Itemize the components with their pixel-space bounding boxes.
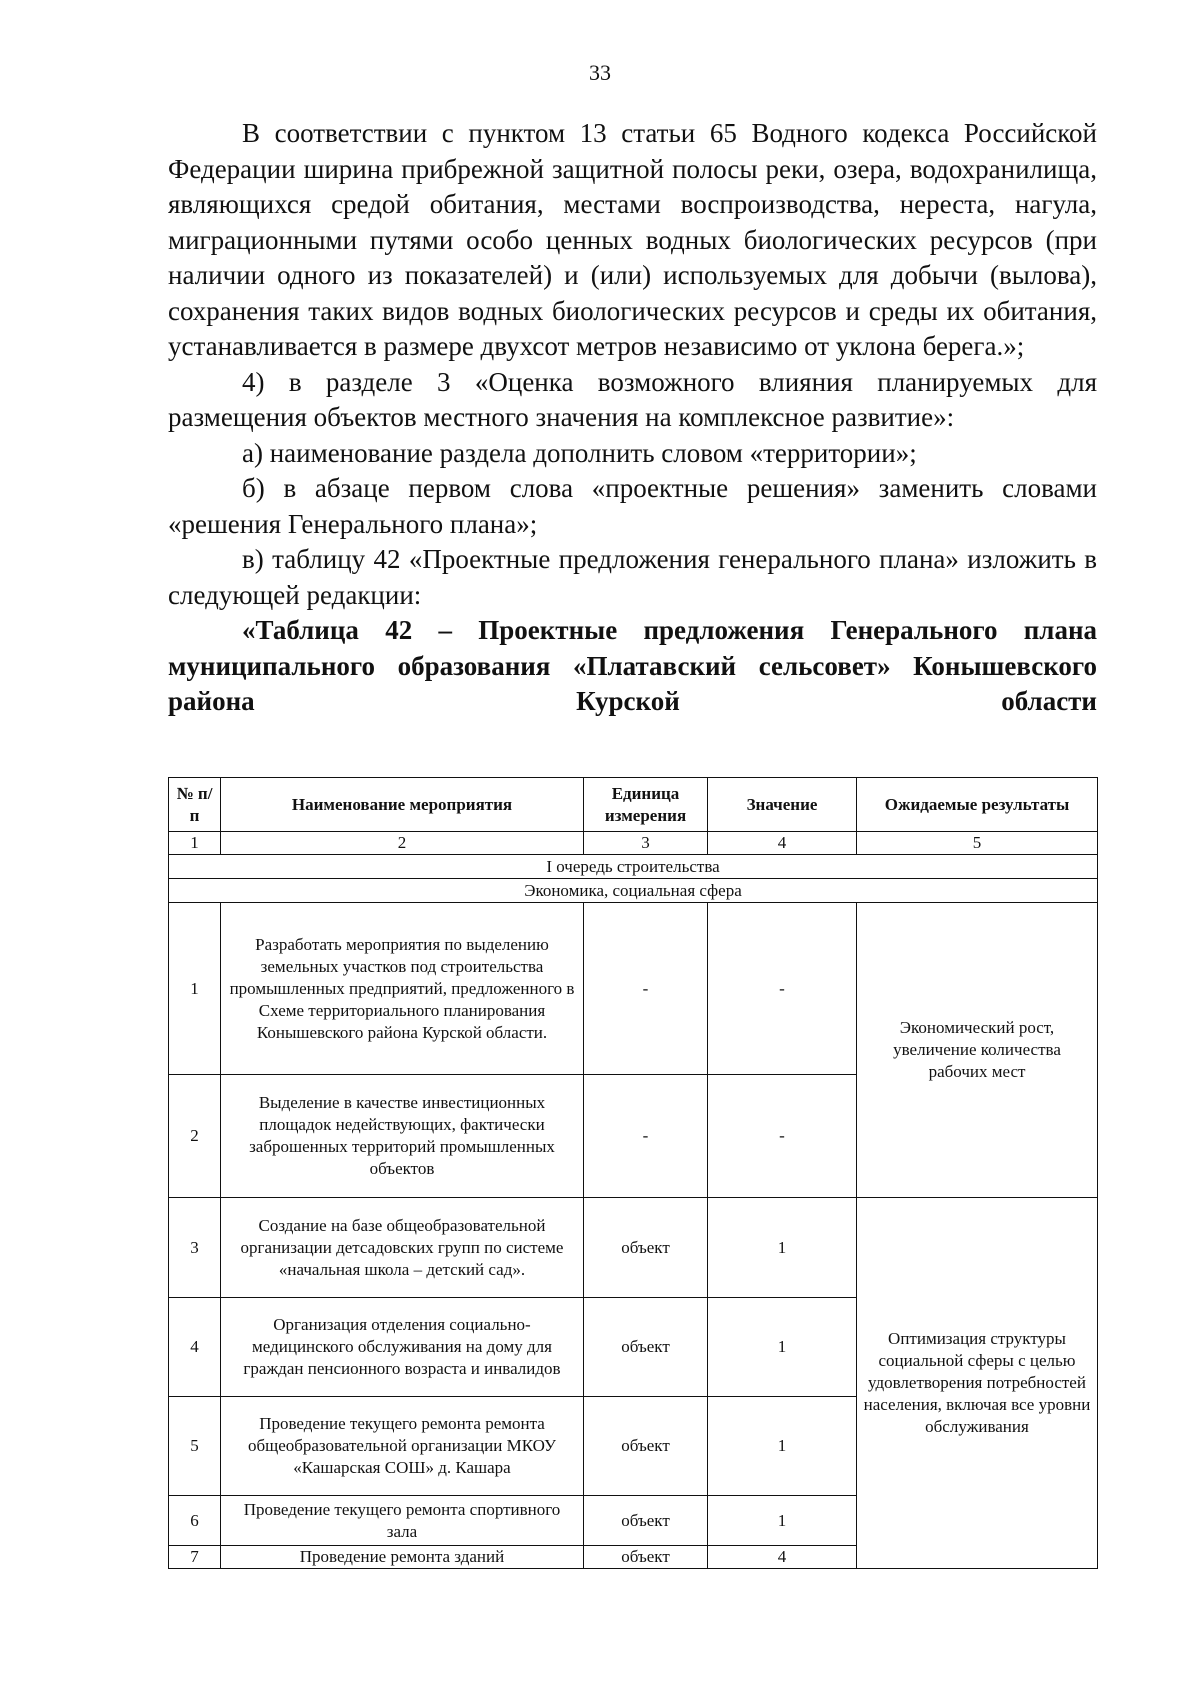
row-value: 1 (708, 1397, 857, 1496)
row-unit: объект (584, 1397, 708, 1496)
row-num: 6 (169, 1496, 221, 1546)
table-header-row (169, 778, 1098, 832)
column-number: 3 (584, 832, 708, 855)
column-number: 5 (857, 832, 1098, 855)
column-number-row (169, 832, 1098, 855)
header-name: Наименование мероприятия (221, 778, 584, 832)
row-name: Создание на базе общеобразовательной организации детсадовских групп по системе «начальная школа – детский сад». (221, 1198, 584, 1298)
stage-row (169, 855, 1098, 879)
section-row (169, 879, 1098, 903)
column-number: 2 (221, 832, 584, 855)
row-value: - (708, 1075, 857, 1198)
row-name: Выделение в качестве инвестиционных площадок недействующих, фактически заброшенных территорий промышленных объектов (221, 1075, 584, 1198)
row-num: 5 (169, 1397, 221, 1496)
header-num: № п/п (169, 778, 221, 832)
row-unit: объект (584, 1298, 708, 1397)
result-economic: Экономический рост, увеличение количества рабочих мест (857, 903, 1098, 1198)
paragraph-item-c: в) таблицу 42 «Проектные предложения генерального плана» изложить в следующей редакции: (168, 544, 1097, 610)
paragraph-item-b: б) в абзаце первом слова «проектные решения» заменить словами «решения Генерального плана»; (168, 473, 1097, 539)
table-row (169, 1198, 1098, 1298)
section-label: Экономика, социальная сфера (169, 879, 1098, 903)
column-number: 1 (169, 832, 221, 855)
table-title: «Таблица 42 – Проектные предложения Генерального плана муниципального образования «Платавский сельсовет» Конышевского района Курской области (168, 615, 1097, 716)
paragraph-water-code: В соответствии с пунктом 13 статьи 65 Водного кодекса Российской Федерации ширина прибрежной защитной полосы реки, озера, водохранилища, являющихся средой обитания, местами воспроизводства, нереста, нагула, миграционными путями особо ценных водных биологических ресурсов (при наличии одного из показателей) и (или) используемых для добычи (вылова), сохранения таких видов водных биологических ресурсов и среды их обитания, устанавливается в размере двухсот метров независимо от уклона берега.»; (168, 118, 1097, 361)
page-number: 33 (589, 60, 611, 85)
header-result: Ожидаемые результаты (857, 778, 1098, 832)
row-unit: объект (584, 1546, 708, 1569)
result-social: Оптимизация структуры социальной сферы с целью удовлетворения потребностей населения, включая все уровни обслуживания (857, 1198, 1098, 1569)
column-number: 4 (708, 832, 857, 855)
row-num: 2 (169, 1075, 221, 1198)
row-unit: объект (584, 1198, 708, 1298)
row-unit: - (584, 1075, 708, 1198)
row-name: Проведение ремонта зданий (221, 1546, 584, 1569)
row-value: - (708, 903, 857, 1075)
row-name: Проведение текущего ремонта ремонта общеобразовательной организации МКОУ «Кашарская СОШ» д. Кашара (221, 1397, 584, 1496)
measures-table (168, 777, 1098, 1569)
row-name: Разработать мероприятия по выделению земельных участков под строительства промышленных предприятий, предложенного в Схеме территориального планирования Конышевского района Курской области. (221, 903, 584, 1075)
row-value: 1 (708, 1496, 857, 1546)
stage-label: I очередь строительства (169, 855, 1098, 879)
row-num: 3 (169, 1198, 221, 1298)
table-row (169, 903, 1098, 1075)
row-num: 4 (169, 1298, 221, 1397)
row-value: 4 (708, 1546, 857, 1569)
row-value: 1 (708, 1198, 857, 1298)
row-name: Организация отделения социально-медицинского обслуживания на дому для граждан пенсионного возраста и инвалидов (221, 1298, 584, 1397)
row-num: 1 (169, 903, 221, 1075)
row-unit: объект (584, 1496, 708, 1546)
paragraph-item-a: а) наименование раздела дополнить словом «территории»; (242, 437, 917, 468)
row-value: 1 (708, 1298, 857, 1397)
paragraph-section-3: 4) в разделе 3 «Оценка возможного влияния планируемых для размещения объектов местного значения на комплексное развитие»: (168, 366, 1097, 432)
row-num: 7 (169, 1546, 221, 1569)
row-name: Проведение текущего ремонта спортивного зала (221, 1496, 584, 1546)
header-value: Значение (708, 778, 857, 832)
row-unit: - (584, 903, 708, 1075)
document-body (168, 116, 1097, 720)
header-unit: Единица измерения (584, 778, 708, 832)
